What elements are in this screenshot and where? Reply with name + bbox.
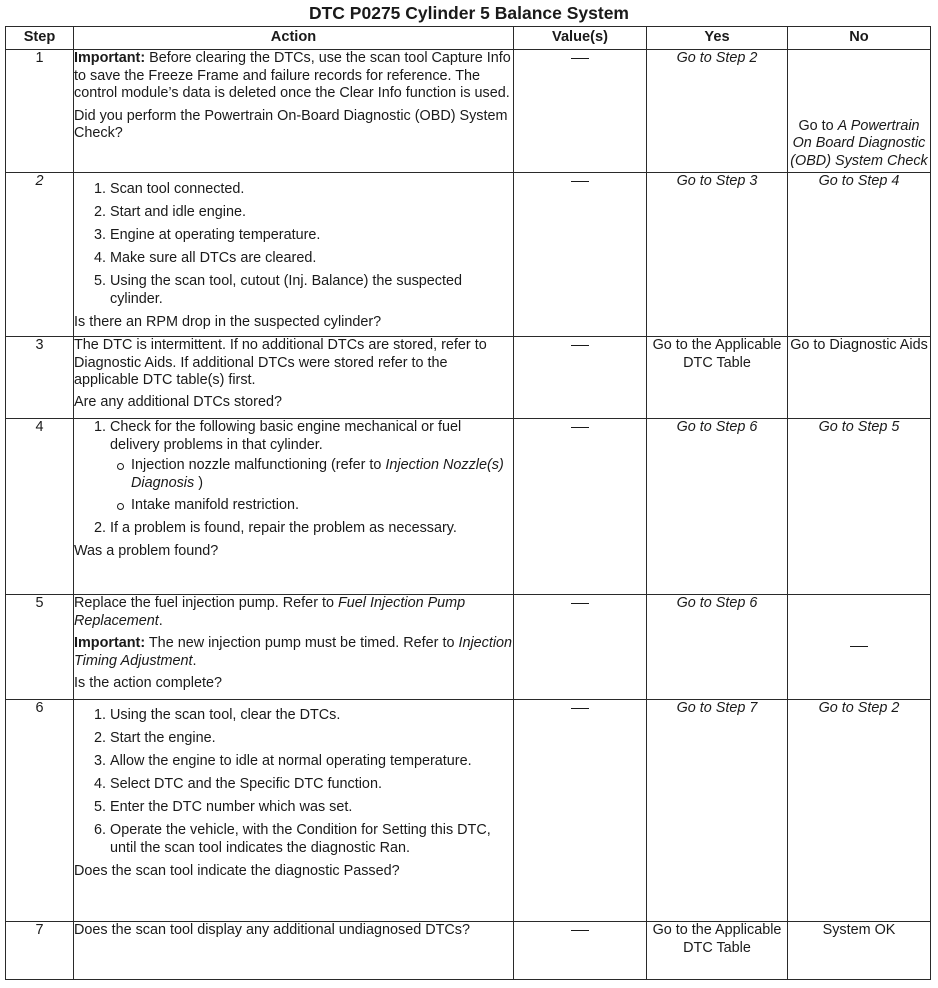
action-text	[74, 595, 513, 630]
table-header-row	[6, 27, 931, 50]
table-row	[6, 173, 931, 337]
value-cell	[514, 922, 647, 980]
value-dash	[571, 708, 589, 709]
table-row	[6, 337, 931, 419]
action-question: Is the action complete?	[74, 675, 222, 691]
table-row	[6, 50, 931, 173]
no-cell	[788, 50, 931, 173]
action-text: The DTC is intermittent. If no additional DTCs are stored, refer to Diagnostic Aids. If additional DTCs were stored refer to the applicable DTC table(s) first.	[74, 337, 487, 388]
header-yes: Yes	[647, 27, 788, 50]
header-action: Action	[74, 27, 514, 50]
list-item: 5. Enter the DTC number which was set.	[110, 799, 513, 817]
value-cell	[514, 419, 647, 595]
important-suffix: .	[192, 652, 197, 669]
list-item: 2. Start the engine.	[110, 730, 513, 748]
yes-cell: Go to Step 2	[647, 50, 788, 173]
bullet-item	[131, 457, 513, 492]
applicable-dtc-table-link[interactable]: Go to the Applicable DTC Table	[647, 337, 788, 419]
action-question: Does the scan tool indicate the diagnostic Passed?	[74, 862, 400, 879]
action-cell	[74, 419, 514, 595]
value-cell	[514, 173, 647, 337]
no-cell: System OK	[788, 922, 931, 980]
value-dash	[571, 181, 589, 182]
value-dash	[571, 603, 589, 604]
header-no: No	[788, 27, 931, 50]
value-dash	[571, 345, 589, 346]
step-number: 3	[6, 337, 74, 419]
header-step: Step	[6, 27, 74, 50]
list-item: 5. Using the scan tool, cutout (Inj. Balance) the suspected cylinder.	[110, 273, 513, 308]
action-question: Are any additional DTCs stored?	[74, 393, 282, 410]
no-prefix: Go to	[798, 117, 838, 134]
list-item: 1. Scan tool connected.	[110, 181, 513, 199]
value-cell	[514, 50, 647, 173]
value-cell	[514, 700, 647, 922]
diagnostic-table	[5, 26, 931, 980]
list-item: 3. Allow the engine to idle at normal operating temperature.	[110, 753, 513, 771]
action-question: Was a problem found?	[74, 543, 219, 559]
list-item: 4. Select DTC and the Specific DTC function.	[110, 776, 513, 794]
procedure-list	[74, 419, 513, 538]
action-cell	[74, 922, 514, 980]
procedure-list	[74, 181, 513, 308]
value-dash	[571, 930, 589, 931]
table-row	[6, 700, 931, 922]
bullet-list	[110, 457, 513, 515]
important-label: Important:	[74, 50, 146, 66]
step-number: 6	[6, 700, 74, 922]
important-text: Before clearing the DTCs, use the scan tool Capture Info to save the Freeze Frame and failure records for reference. The control module’s data is deleted once the Clear Info function is used.	[74, 50, 511, 101]
important-note	[74, 50, 513, 103]
injection-timing-adjustment-link[interactable]: Injection Timing Adjustment	[74, 635, 513, 669]
table-row	[6, 419, 931, 595]
important-text: The new injection pump must be timed. Refer to	[145, 635, 459, 651]
step-number: 1	[6, 50, 74, 173]
value-cell	[514, 595, 647, 700]
action-text-prefix: Replace the fuel injection pump. Refer to	[74, 595, 338, 611]
value-cell	[514, 337, 647, 419]
action-text-suffix: .	[158, 612, 163, 629]
list-item: 6. Operate the vehicle, with the Condition for Setting this DTC, until the scan tool indicates the diagnostic Ran.	[110, 822, 513, 857]
no-cell: Go to Step 2	[788, 700, 931, 922]
diagnostic-aids-link[interactable]: Go to Diagnostic Aids	[788, 337, 931, 419]
obd-system-check-link[interactable]: A Powertrain On Board Diagnostic (OBD) System Check	[790, 117, 928, 169]
action-cell	[74, 173, 514, 337]
important-note	[74, 635, 513, 670]
header-value: Value(s)	[514, 27, 647, 50]
table-row	[6, 922, 931, 980]
step-number: 5	[6, 595, 74, 700]
action-cell	[74, 595, 514, 700]
no-cell: Go to Step 4	[788, 173, 931, 337]
value-dash	[571, 58, 589, 59]
list-item: 4. Make sure all DTCs are cleared.	[110, 250, 513, 268]
step-number: 4	[6, 419, 74, 595]
step-number: 2	[6, 173, 74, 337]
applicable-dtc-table-link[interactable]: Go to the Applicable DTC Table	[647, 922, 788, 980]
no-cell: Go to Step 5	[788, 419, 931, 595]
no-cell	[788, 595, 931, 700]
table-row	[6, 595, 931, 700]
list-item-text: Check for the following basic engine mechanical or fuel delivery problems in that cylinder.	[110, 419, 462, 453]
yes-cell: Go to Step 6	[647, 595, 788, 700]
action-question: Did you perform the Powertrain On-Board Diagnostic (OBD) System Check?	[74, 107, 508, 141]
action-question: Does the scan tool display any additional undiagnosed DTCs?	[74, 922, 470, 938]
bullet-item: Intake manifold restriction.	[131, 497, 513, 515]
yes-cell: Go to Step 3	[647, 173, 788, 337]
important-label: Important:	[74, 635, 146, 651]
list-item: 3. Engine at operating temperature.	[110, 227, 513, 245]
injection-nozzle-diagnosis-link[interactable]: Injection Nozzle(s) Diagnosis	[131, 457, 504, 491]
step-number: 7	[6, 922, 74, 980]
list-item: 2. If a problem is found, repair the problem as necessary.	[110, 520, 513, 538]
bullet-suffix: )	[194, 474, 203, 491]
action-cell	[74, 700, 514, 922]
action-cell	[74, 50, 514, 173]
action-cell	[74, 337, 514, 419]
list-item: 2. Start and idle engine.	[110, 204, 513, 222]
list-item: 1. Using the scan tool, clear the DTCs.	[110, 707, 513, 725]
bullet-text: Injection nozzle malfunctioning (refer to	[131, 457, 386, 473]
fuel-injection-pump-replacement-link[interactable]: Fuel Injection Pump Replacement	[74, 595, 466, 629]
action-question: Is there an RPM drop in the suspected cylinder?	[74, 313, 382, 330]
yes-cell: Go to Step 6	[647, 419, 788, 595]
value-dash	[571, 427, 589, 428]
yes-cell: Go to Step 7	[647, 700, 788, 922]
list-item	[110, 419, 513, 515]
page-title: DTC P0275 Cylinder 5 Balance System	[308, 3, 629, 23]
procedure-list	[74, 707, 513, 857]
no-dash	[850, 646, 868, 647]
